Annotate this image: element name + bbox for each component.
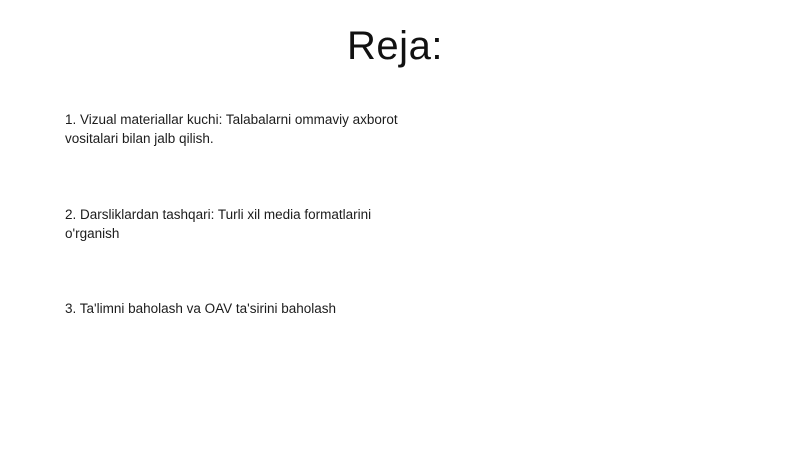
plan-item-1: 1. Vizual materiallar kuchi: Talabalarni ommaviy axborot vositalari bilan jalb qilish. bbox=[65, 112, 398, 146]
plan-item-3: 3. Ta'limni baholash va OAV ta'sirini baholash bbox=[65, 301, 337, 316]
plan-item-2: 2. Darsliklardan tashqari: Turli xil media formatlarini o'rganish bbox=[65, 207, 372, 241]
slide-title: Reja: bbox=[347, 24, 443, 68]
